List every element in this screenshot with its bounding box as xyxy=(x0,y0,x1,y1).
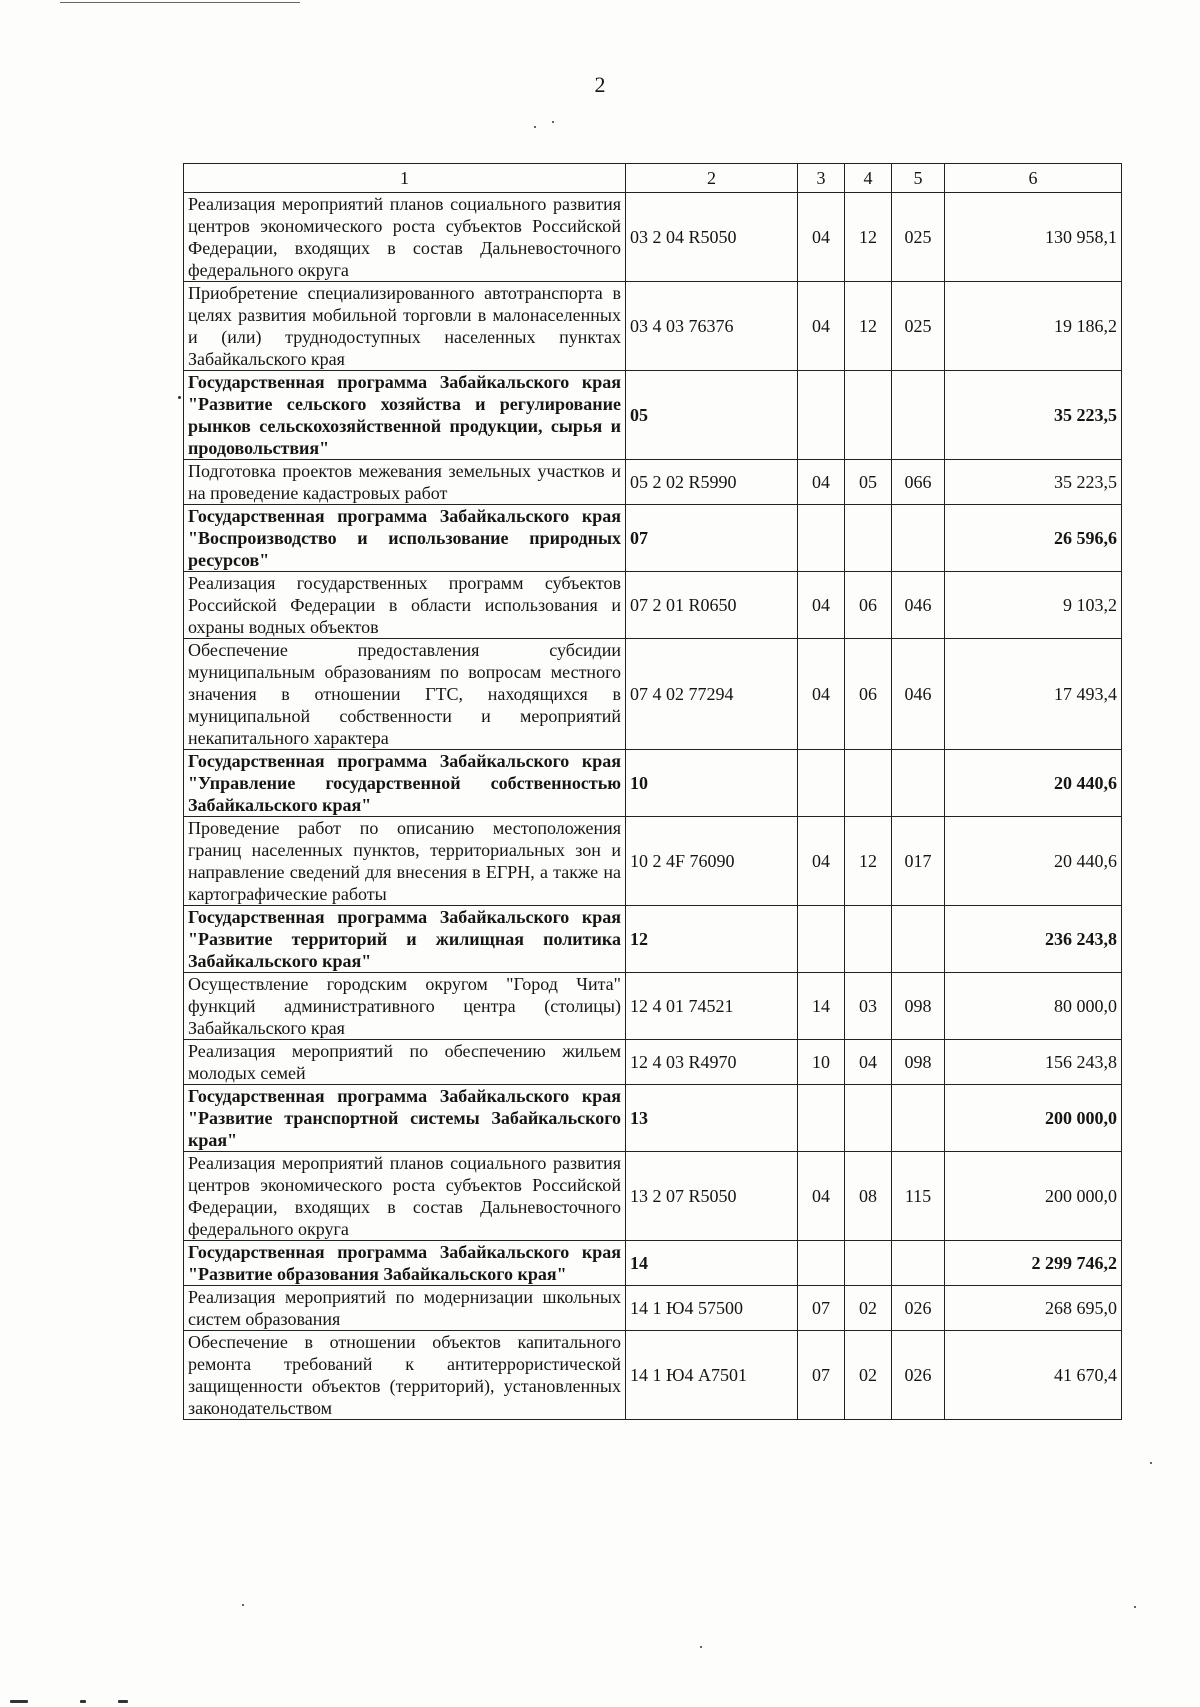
row-amount-cell: 130 958,1 xyxy=(945,193,1122,282)
row-col5-cell: 026 xyxy=(892,1331,945,1420)
row-name-cell: Реализация мероприятий планов социального развития центров экономического роста субъектов Российской Федерации, входящих в состав Дальневосточного федерального округа xyxy=(184,193,626,282)
row-code-cell: 03 2 04 R5050 xyxy=(626,193,798,282)
row-code-cell: 10 xyxy=(626,750,798,817)
row-col5-cell xyxy=(892,750,945,817)
row-col3-cell xyxy=(798,505,845,572)
budget-table-body xyxy=(184,164,1122,1420)
row-code-cell: 07 xyxy=(626,505,798,572)
row-col3-cell: 04 xyxy=(798,639,845,750)
header-col-4: 4 xyxy=(845,164,892,193)
row-col3-cell xyxy=(798,750,845,817)
row-name-cell: Реализация мероприятий по модернизации школьных систем образования xyxy=(184,1286,626,1331)
table-row-program xyxy=(184,1241,1122,1286)
row-col4-cell xyxy=(845,371,892,460)
row-col3-cell: 10 xyxy=(798,1040,845,1085)
row-col4-cell xyxy=(845,505,892,572)
row-col4-cell: 12 xyxy=(845,193,892,282)
page-number: 2 xyxy=(594,72,606,97)
table-row-program xyxy=(184,750,1122,817)
table-row xyxy=(184,282,1122,371)
row-col5-cell xyxy=(892,1241,945,1286)
row-col3-cell xyxy=(798,371,845,460)
table-row xyxy=(184,1331,1122,1420)
row-amount-cell: 200 000,0 xyxy=(945,1085,1122,1152)
row-name-cell: Государственная программа Забайкальского края "Развитие транспортной системы Забайкальского края" xyxy=(184,1085,626,1152)
row-amount-cell: 35 223,5 xyxy=(945,371,1122,460)
table-row-program xyxy=(184,1085,1122,1152)
row-amount-cell: 9 103,2 xyxy=(945,572,1122,639)
row-col4-cell: 05 xyxy=(845,460,892,505)
row-code-cell: 07 2 01 R0650 xyxy=(626,572,798,639)
table-row xyxy=(184,460,1122,505)
row-col3-cell xyxy=(798,1085,845,1152)
row-col5-cell: 046 xyxy=(892,572,945,639)
row-col4-cell xyxy=(845,1085,892,1152)
scan-edge-line xyxy=(60,2,300,3)
row-code-cell: 05 xyxy=(626,371,798,460)
table-row xyxy=(184,1040,1122,1085)
table-row-program xyxy=(184,505,1122,572)
row-col5-cell xyxy=(892,371,945,460)
row-col3-cell: 04 xyxy=(798,572,845,639)
row-code-cell: 03 4 03 76376 xyxy=(626,282,798,371)
row-amount-cell: 17 493,4 xyxy=(945,639,1122,750)
row-col5-cell: 025 xyxy=(892,282,945,371)
header-col-1: 1 xyxy=(184,164,626,193)
row-col4-cell: 02 xyxy=(845,1286,892,1331)
row-name-cell: Государственная программа Забайкальского края "Развитие территорий и жилищная политика Забайкальского края" xyxy=(184,906,626,973)
row-code-cell: 13 2 07 R5050 xyxy=(626,1152,798,1241)
table-row xyxy=(184,1286,1122,1331)
row-name-cell: Подготовка проектов межевания земельных участков и на проведение кадастровых работ xyxy=(184,460,626,505)
row-col5-cell: 115 xyxy=(892,1152,945,1241)
row-name-cell: Государственная программа Забайкальского края "Воспроизводство и использование природных ресурсов" xyxy=(184,505,626,572)
row-code-cell: 12 4 03 R4970 xyxy=(626,1040,798,1085)
row-col5-cell: 098 xyxy=(892,1040,945,1085)
row-code-cell: 12 xyxy=(626,906,798,973)
row-col4-cell xyxy=(845,750,892,817)
row-col3-cell: 04 xyxy=(798,817,845,906)
row-code-cell: 14 xyxy=(626,1241,798,1286)
row-code-cell: 05 2 02 R5990 xyxy=(626,460,798,505)
row-col5-cell xyxy=(892,505,945,572)
row-col4-cell: 08 xyxy=(845,1152,892,1241)
row-col4-cell xyxy=(845,1241,892,1286)
row-col5-cell: 017 xyxy=(892,817,945,906)
row-amount-cell: 26 596,6 xyxy=(945,505,1122,572)
row-amount-cell: 2 299 746,2 xyxy=(945,1241,1122,1286)
table-row xyxy=(184,193,1122,282)
row-amount-cell: 156 243,8 xyxy=(945,1040,1122,1085)
table-row-program xyxy=(184,906,1122,973)
row-name-cell: Обеспечение в отношении объектов капитального ремонта требований к антитеррористической защищенности объектов (территорий), установленных законодательством xyxy=(184,1331,626,1420)
row-col3-cell: 04 xyxy=(798,282,845,371)
row-col3-cell: 04 xyxy=(798,1152,845,1241)
row-col3-cell xyxy=(798,1241,845,1286)
row-amount-cell: 268 695,0 xyxy=(945,1286,1122,1331)
row-col3-cell: 04 xyxy=(798,460,845,505)
row-name-cell: Обеспечение предоставления субсидии муниципальным образованиям по вопросам местного значения в отношении ГТС, находящихся в муниципальной собственности и мероприятий некапитального характера xyxy=(184,639,626,750)
row-code-cell: 14 1 Ю4 57500 xyxy=(626,1286,798,1331)
row-col3-cell: 07 xyxy=(798,1331,845,1420)
row-col4-cell xyxy=(845,906,892,973)
row-code-cell: 10 2 4F 76090 xyxy=(626,817,798,906)
table-row xyxy=(184,1152,1122,1241)
row-col4-cell: 03 xyxy=(845,973,892,1040)
table-row xyxy=(184,817,1122,906)
row-col3-cell: 14 xyxy=(798,973,845,1040)
row-amount-cell: 41 670,4 xyxy=(945,1331,1122,1420)
row-name-cell: Реализация государственных программ субъектов Российской Федерации в области использования и охраны водных объектов xyxy=(184,572,626,639)
row-col4-cell: 12 xyxy=(845,817,892,906)
row-amount-cell: 200 000,0 xyxy=(945,1152,1122,1241)
row-col3-cell: 04 xyxy=(798,193,845,282)
row-name-cell: Государственная программа Забайкальского края "Развитие сельского хозяйства и регулирование рынков сельскохозяйственной продукции, сырья и продовольствия" xyxy=(184,371,626,460)
row-col4-cell: 04 xyxy=(845,1040,892,1085)
row-name-cell: Проведение работ по описанию местоположения границ населенных пунктов, территориальных зон и направление сведений для внесения в ЕГРН, а также на картографические работы xyxy=(184,817,626,906)
row-col5-cell: 098 xyxy=(892,973,945,1040)
row-name-cell: Государственная программа Забайкальского края "Развитие образования Забайкальского края" xyxy=(184,1241,626,1286)
row-amount-cell: 20 440,6 xyxy=(945,750,1122,817)
row-name-cell: Реализация мероприятий планов социального развития центров экономического роста субъектов Российской Федерации, входящих в состав Дальневосточного федерального округа xyxy=(184,1152,626,1241)
budget-table xyxy=(183,163,1122,1420)
row-col5-cell: 046 xyxy=(892,639,945,750)
row-col4-cell: 12 xyxy=(845,282,892,371)
row-amount-cell: 236 243,8 xyxy=(945,906,1122,973)
row-col3-cell xyxy=(798,906,845,973)
row-col4-cell: 02 xyxy=(845,1331,892,1420)
table-header-row xyxy=(184,164,1122,193)
row-name-cell: Осуществление городским округом "Город Чита" функций административного центра (столицы) Забайкальского края xyxy=(184,973,626,1040)
row-amount-cell: 80 000,0 xyxy=(945,973,1122,1040)
row-amount-cell: 35 223,5 xyxy=(945,460,1122,505)
row-col5-cell: 026 xyxy=(892,1286,945,1331)
row-name-cell: Приобретение специализированного автотранспорта в целях развития мобильной торговли в малонаселенных и (или) труднодоступных населенных пунктах Забайкальского края xyxy=(184,282,626,371)
row-col4-cell: 06 xyxy=(845,572,892,639)
table-row xyxy=(184,572,1122,639)
row-col5-cell xyxy=(892,1085,945,1152)
header-col-5: 5 xyxy=(892,164,945,193)
row-col4-cell: 06 xyxy=(845,639,892,750)
row-code-cell: 13 xyxy=(626,1085,798,1152)
row-col5-cell xyxy=(892,906,945,973)
table-row-program xyxy=(184,371,1122,460)
row-amount-cell: 19 186,2 xyxy=(945,282,1122,371)
row-code-cell: 07 4 02 77294 xyxy=(626,639,798,750)
row-col3-cell: 07 xyxy=(798,1286,845,1331)
table-row xyxy=(184,639,1122,750)
header-col-6: 6 xyxy=(945,164,1122,193)
row-code-cell: 14 1 Ю4 А7501 xyxy=(626,1331,798,1420)
row-name-cell: Государственная программа Забайкальского края "Управление государственной собственностью Забайкальского края" xyxy=(184,750,626,817)
row-name-cell: Реализация мероприятий по обеспечению жильем молодых семей xyxy=(184,1040,626,1085)
header-col-3: 3 xyxy=(798,164,845,193)
table-row xyxy=(184,973,1122,1040)
row-code-cell: 12 4 01 74521 xyxy=(626,973,798,1040)
row-col5-cell: 025 xyxy=(892,193,945,282)
header-col-2: 2 xyxy=(626,164,798,193)
row-amount-cell: 20 440,6 xyxy=(945,817,1122,906)
row-col5-cell: 066 xyxy=(892,460,945,505)
